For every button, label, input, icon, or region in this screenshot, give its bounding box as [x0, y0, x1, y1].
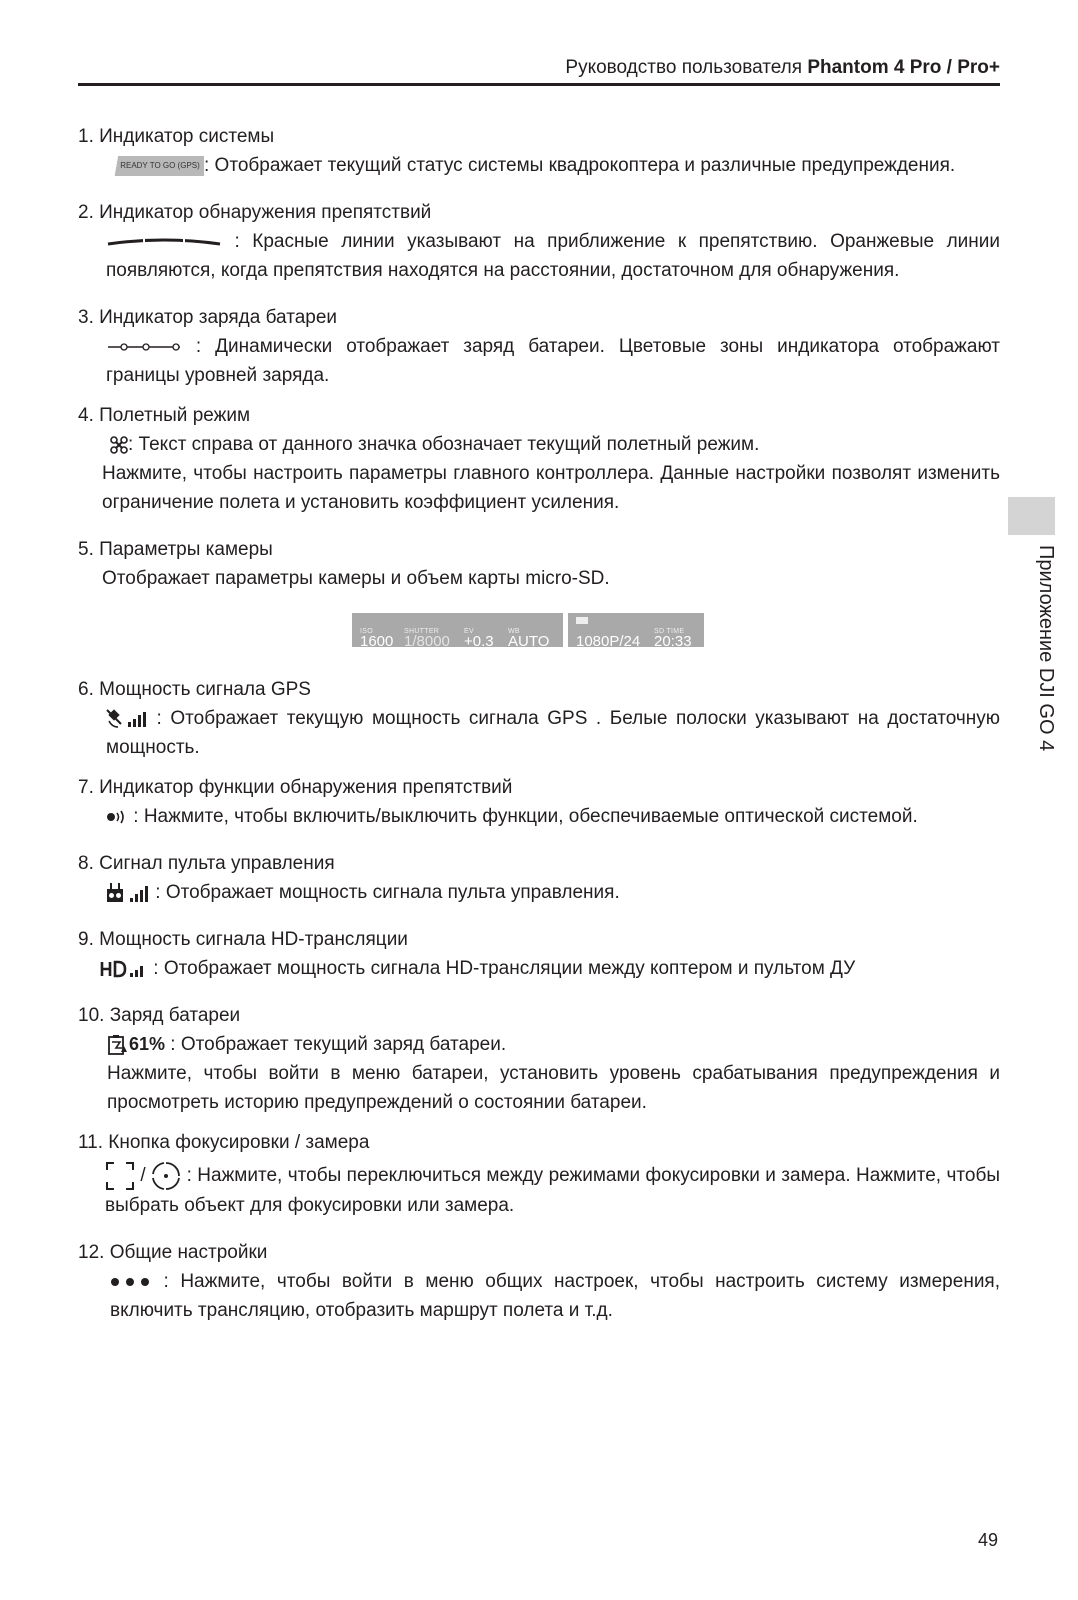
item-description-text: : Отображает текущий заряд батареи.: [165, 1034, 507, 1055]
item-description: [78, 1267, 1000, 1325]
item-description-text: : Нажмите, чтобы войти в меню общих настроек, чтобы настроить систему измерения, включить трансляцию, отобразить маршрут полета и т.д.: [110, 1271, 1000, 1321]
battery-icon: [107, 1035, 129, 1055]
item-title: 12. Общие настройки: [78, 1242, 268, 1263]
sd-time-label: SD TIME: [654, 628, 685, 635]
item-camera-params: [78, 535, 1000, 650]
item-description-text: : Отображает мощность сигнала HD-трансляции между коптером и пультом ДУ: [148, 958, 856, 979]
item-description-text: : Нажмите, чтобы переключиться между режимами фокусировки и замера. Нажмите, чтобы выбрать объект для фокусировки или замера.: [105, 1165, 1000, 1216]
item-title: 9. Мощность сигнала HD-трансляции: [78, 929, 408, 950]
obstacle-bar-icon: [106, 237, 222, 247]
item-description: Отображает параметры камеры и объем карты micro-SD.: [102, 568, 610, 589]
item-description: [78, 332, 1000, 390]
item-flight-mode: [78, 401, 1000, 517]
header-product: Phantom 4 Pro / Pro+: [807, 57, 1000, 78]
more-dots-icon[interactable]: [110, 1276, 152, 1288]
section-tab-marker: [1008, 497, 1055, 535]
item-description-text: : Нажмите, чтобы включить/выключить функции, обеспечиваемые оптической системой.: [128, 806, 918, 827]
item-description-extra: Нажмите, чтобы настроить параметры главного контроллера. Данные настройки позволят изменить ограничение полета и установить коэффициент усиления.: [102, 463, 1000, 513]
iso-value: 1600: [360, 633, 394, 650]
item-description: [78, 430, 1000, 459]
remote-controller-signal-icon: [106, 882, 150, 904]
item-title: 3. Индикатор заряда батареи: [78, 307, 338, 328]
hd-signal-icon: [100, 959, 148, 979]
item-general-settings: [78, 1238, 1000, 1325]
shutter-label: SHUTTER: [404, 628, 440, 635]
item-description: [78, 802, 1000, 831]
item-system-status: [78, 122, 1000, 180]
metering-icon[interactable]: [151, 1161, 181, 1191]
item-title: 8. Сигнал пульта управления: [78, 853, 335, 874]
section-side-label: Приложение DJI GO 4: [1035, 545, 1057, 752]
item-description: [78, 704, 1000, 762]
wb-label: WB: [508, 628, 520, 635]
shutter-value: 1/8000: [404, 633, 450, 650]
header-title: [565, 57, 1000, 79]
vision-system-icon: [106, 808, 128, 826]
item-description-text: : Отображает текущий статус системы квадрокоптера и различные предупреждения.: [204, 155, 956, 176]
item-description-text: : Красные линии указывают на приближение к препятствию. Оранжевые линии появляются, когда препятствия находятся на расстоянии, достаточном для обнаружения.: [106, 231, 1000, 281]
item-description: [78, 954, 1000, 983]
ready-to-go-badge: READY TO GO (GPS): [108, 156, 204, 176]
item-description: [78, 151, 1000, 180]
item-description: [78, 878, 1000, 907]
item-battery-indicator: [78, 303, 1000, 390]
manual-content: [78, 122, 1000, 1325]
item-description: [78, 227, 1000, 285]
camera-settings-bar: [78, 613, 1000, 650]
video-format-value: 1080P/24: [576, 633, 641, 650]
video-format-icon: [576, 617, 588, 624]
item-description-text: : Отображает мощность сигнала пульта управления.: [150, 882, 620, 903]
item-rc-signal: [78, 849, 1000, 907]
item-gps-signal: [78, 675, 1000, 762]
camera-storage-panel: [568, 613, 704, 650]
item-title: 2. Индикатор обнаружения препятствий: [78, 202, 432, 223]
item-description: [78, 1161, 1000, 1220]
item-focus-meter: [78, 1128, 1000, 1220]
focus-meter-separator: /: [135, 1165, 152, 1187]
wb-value: AUTO: [508, 633, 550, 650]
battery-level-bar-icon: [106, 342, 182, 352]
item-title: 4. Полетный режим: [78, 405, 251, 426]
ev-value: +0.3: [464, 633, 494, 650]
item-description-extra: Нажмите, чтобы войти в меню батареи, установить уровень срабатывания предупреждения и просмотреть историю предупреждений о состоянии батареи.: [107, 1063, 1000, 1113]
item-hd-signal: [78, 925, 1000, 983]
item-description-text: : Отображает текущую мощность сигнала GPS . Белые полоски указывают на достаточную мощность.: [106, 708, 1000, 758]
item-description-text: : Текст справа от данного значка обозначает текущий полетный режим.: [128, 434, 760, 455]
sd-time-value: 20:33: [654, 633, 692, 650]
battery-percent: 61%: [129, 1034, 166, 1054]
page-header: [78, 52, 1000, 86]
item-title: 10. Заряд батареи: [78, 1005, 241, 1026]
aircraft-icon: [110, 436, 128, 454]
item-description: [78, 1030, 1000, 1059]
item-title: 11. Кнопка фокусировки / замера: [78, 1132, 370, 1153]
item-title: 6. Мощность сигнала GPS: [78, 679, 311, 700]
iso-label: ISO: [360, 628, 373, 635]
item-battery-level: [78, 1001, 1000, 1117]
item-title: 7. Индикатор функции обнаружения препятствий: [78, 777, 513, 798]
item-title: 5. Параметры камеры: [78, 539, 273, 560]
focus-icon[interactable]: [105, 1161, 135, 1191]
item-description-text: : Динамически отображает заряд батареи. Цветовые зоны индикатора отображают границы уровней заряда.: [106, 336, 1000, 386]
item-title: 1. Индикатор системы: [78, 126, 275, 147]
item-obstacle-indicator: [78, 198, 1000, 285]
ev-label: EV: [464, 628, 474, 635]
gps-signal-icon: [106, 709, 148, 729]
page-number: 49: [978, 1530, 999, 1550]
item-vision-toggle: [78, 773, 1000, 831]
camera-exposure-panel: [352, 613, 563, 650]
header-prefix: Руководство пользователя: [565, 57, 808, 78]
